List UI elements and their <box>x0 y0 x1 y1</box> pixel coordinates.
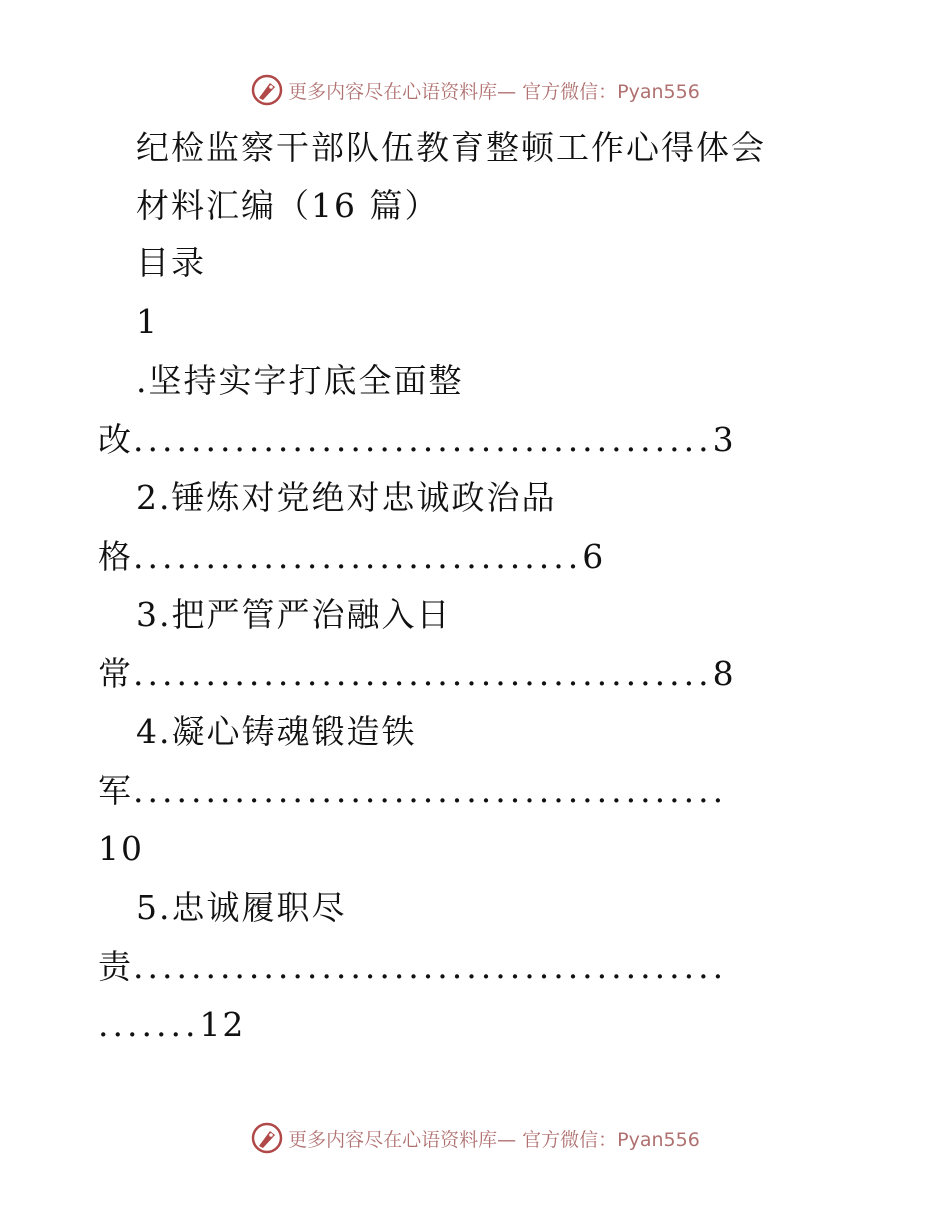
toc-entry-3-title-end: 常 <box>98 654 133 693</box>
toc-entry-3-dots: ........................................ <box>133 654 713 693</box>
watermark-text: 更多内容尽在心语资料库— <box>288 80 517 103</box>
toc-entry-2-title-end: 格 <box>98 537 133 576</box>
toc-entry-1-number: 1 <box>136 302 159 341</box>
toc-entry-1-leader[interactable] <box>98 420 736 460</box>
header-watermark <box>0 70 950 110</box>
watermark-wechat: 官方微信：Pyan556 <box>522 1128 700 1151</box>
toc-entry-2-number: 2. <box>136 478 172 517</box>
toc-entry-5-dots-cont: ....... <box>98 1005 200 1044</box>
toc-entry-5-leader-cont <box>98 1005 245 1045</box>
doc-title-line-1: 纪检监察干部队伍教育整顿工作心得体会 <box>136 128 766 167</box>
toc-entry-5-title-end: 责 <box>98 947 133 986</box>
toc-entry-2-page: 6 <box>582 537 606 576</box>
toc-entry-5-page: 12 <box>199 1005 246 1044</box>
toc-entry-2-title-text: 锤炼对党绝对忠诚政治品 <box>171 478 557 517</box>
toc-entry-1-dots: ........................................ <box>133 420 713 459</box>
toc-entry-4-dots: ......................................... <box>133 771 728 810</box>
toc-entry-2-title <box>136 478 557 518</box>
toc-entry-4-title-end: 军 <box>98 771 133 810</box>
toc-entry-5-title-text: 忠诚履职尽 <box>171 888 347 927</box>
toc-entry-3-leader[interactable] <box>98 654 736 694</box>
toc-entry-5-leader[interactable] <box>98 947 727 987</box>
toc-entry-4-title-text: 凝心铸魂锻造铁 <box>171 712 417 751</box>
toc-heading: 目录 <box>136 243 206 282</box>
toc-entry-2-leader[interactable] <box>98 537 605 577</box>
toc-entry-4-title <box>136 712 417 752</box>
toc-entry-3-title-text: 把严管严治融入日 <box>171 595 452 634</box>
watermark-wechat: 官方微信：Pyan556 <box>522 80 700 103</box>
toc-entry-2-dots: ............................... <box>133 537 583 576</box>
doc-title-line-2: 材料汇编（16 篇） <box>136 186 440 225</box>
pen-nib-circle-icon <box>250 1121 284 1155</box>
pen-nib-circle-icon <box>250 73 284 107</box>
toc-entry-1-title-end: 改 <box>98 420 133 459</box>
toc-entry-5-number: 5. <box>136 888 172 927</box>
toc-entry-1-title: .坚持实字打底全面整 <box>136 361 464 400</box>
toc-entry-1-page: 3 <box>712 420 736 459</box>
toc-entry-5-dots: ......................................... <box>133 947 728 986</box>
watermark-text: 更多内容尽在心语资料库— <box>288 1128 517 1151</box>
toc-entry-4-number: 4. <box>136 712 172 751</box>
toc-entry-3-page: 8 <box>712 654 736 693</box>
toc-entry-3-number: 3. <box>136 595 172 634</box>
footer-watermark <box>0 1118 950 1158</box>
toc-entry-3-title <box>136 595 452 635</box>
toc-entry-5-title <box>136 888 347 928</box>
toc-entry-4-page: 10 <box>98 829 144 868</box>
toc-entry-4-leader[interactable] <box>98 771 727 811</box>
